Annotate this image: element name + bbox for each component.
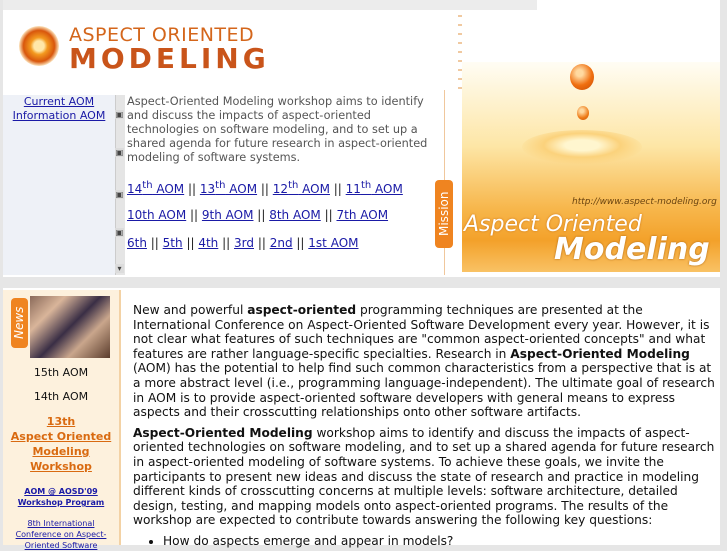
scroll-marker-icon[interactable]: ▣ <box>115 228 124 237</box>
news-link-13th-workshop[interactable]: 13th Aspect Oriented Modeling Workshop <box>10 415 112 473</box>
logo-line1: ASPECT ORIENTED <box>69 24 255 46</box>
scrollbar-track[interactable] <box>115 95 125 275</box>
scroll-marker-icon[interactable]: ▣ <box>115 110 124 119</box>
mission-tab[interactable]: Mission <box>435 180 453 248</box>
conf-link-line1[interactable]: 8th International <box>27 519 95 528</box>
scroll-marker-icon[interactable]: ▣ <box>115 148 124 157</box>
conf-link-line2[interactable]: Conference on Aspect- <box>15 530 107 539</box>
droplet-icon <box>570 64 594 90</box>
link-5th[interactable]: 5th <box>162 236 183 250</box>
editions-row-1: 14th AOM || 13th AOM || 12th AOM || 11th AOM <box>127 180 403 196</box>
workshop-program-link[interactable]: Workshop Program <box>17 498 105 507</box>
link-11th-aom[interactable]: 11th AOM <box>345 180 403 196</box>
editions-row-3: 6th || 5th || 4th || 3rd || 2nd || 1st AOM <box>127 236 359 250</box>
paragraph-1: New and powerful aspect-oriented programming techniques are presented at the International Conference on Aspect-Oriented Software Development every year. However, it is not clear what features of such techniques are "common aspect-oriented concepts" and what features are rather language-specific specialties. Research in Aspect-Oriented Modeling (AOM) has the potential to help find such common characteristics from a perspective that is at a more abstract level (i.e., programming language-independent). The ultimate goal of research in AOM is to provide aspect-oriented software developers with general means to express aspects and their crosscutting relationships onto other software artifacts. <box>133 303 715 420</box>
link-6th[interactable]: 6th <box>127 236 147 250</box>
aosd09-link[interactable]: AOM @ AOSD'09 <box>24 487 98 496</box>
link-4th[interactable]: 4th <box>198 236 219 250</box>
site-logo[interactable] <box>19 24 279 74</box>
link-9th-aom[interactable]: 9th AOM <box>201 208 254 222</box>
hero-banner <box>462 62 720 272</box>
key-questions-list <box>133 534 719 549</box>
link-2nd[interactable]: 2nd <box>269 236 293 250</box>
link-1st-aom[interactable]: 1st AOM <box>308 236 359 250</box>
intro-text: Aspect-Oriented Modeling workshop aims to identify and discuss the impacts of aspect-oriented technologies on software modeling, and to set up a shared agenda for future research in aspect-oriented modeling of software systems. <box>127 95 428 164</box>
hero-title-line2: Modeling <box>554 232 710 267</box>
nav-current-aom[interactable]: Current AOM <box>23 95 95 108</box>
news-item-15th[interactable]: 15th AOM <box>33 366 89 379</box>
scroll-down-icon[interactable]: ▾ <box>115 264 124 273</box>
link-10th-aom[interactable]: 10th AOM <box>127 208 187 222</box>
logo-ring-icon <box>19 26 59 66</box>
droplet-small-icon <box>577 106 589 120</box>
editions-row-2: 10th AOM || 9th AOM || 8th AOM || 7th AOM <box>127 208 389 222</box>
link-3rd[interactable]: 3rd <box>234 236 254 250</box>
news-link-8th-conference[interactable] <box>5 518 117 551</box>
link-13th-aom[interactable]: 13th AOM <box>199 180 258 196</box>
paragraph-2: Aspect-Oriented Modeling workshop aims to identify and discuss the impacts of aspect-oriented technologies on software modeling, and to set up a shared agenda for future research in aspect-oriented modeling of software systems. To achieve these goals, we invite the participants to present new ideas and discuss the state of research and practice in modeling different kinds of crosscutting concerns at multiple levels: software architecture, detailed design, testing, and mapping models onto aspect-oriented programs. The results of the workshop are expected to contribute towards answering the following key questions: <box>133 425 715 528</box>
nav-information-aom[interactable]: Information AOM <box>12 109 106 122</box>
news-item-14th[interactable]: 14th AOM <box>33 390 89 403</box>
header-panel <box>3 0 720 277</box>
ripple-graphic <box>522 130 642 164</box>
main-content <box>133 303 719 549</box>
news-link-aosd09-program[interactable] <box>5 486 117 508</box>
link-14th-aom[interactable]: 14th AOM <box>127 180 185 196</box>
side-nav <box>3 95 115 275</box>
list-item: • How do aspects emerge and appear in models? <box>163 534 719 549</box>
logo-line2: MODELING <box>69 42 270 75</box>
hero-url: http://www.aspect-modeling.org <box>572 197 717 207</box>
conf-link-line3[interactable]: Oriented Software <box>24 541 98 550</box>
link-7th-aom[interactable]: 7th AOM <box>336 208 389 222</box>
link-8th-aom[interactable]: 8th AOM <box>269 208 321 222</box>
scroll-marker-icon[interactable]: ▣ <box>115 190 124 199</box>
top-strip <box>3 0 537 10</box>
hero-title-line1: Aspect Oriented <box>464 212 642 237</box>
news-tab[interactable]: News <box>11 298 28 348</box>
news-column <box>3 290 121 550</box>
news-photo <box>30 296 110 358</box>
link-12th-aom[interactable]: 12th AOM <box>272 180 330 196</box>
